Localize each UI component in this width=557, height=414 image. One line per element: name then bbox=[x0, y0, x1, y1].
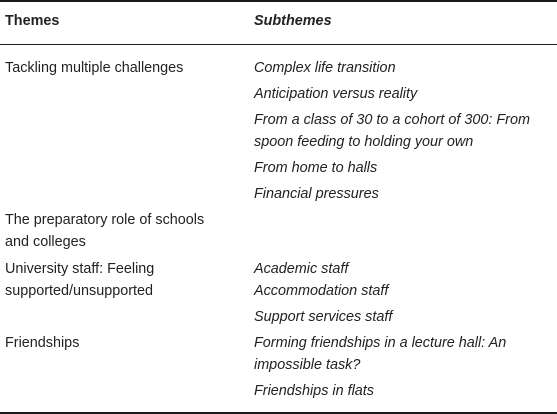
subtheme-text: Friendships in flats bbox=[254, 383, 374, 399]
subtheme-forming-friendships bbox=[254, 334, 554, 374]
subtheme-text: Financial pressures bbox=[254, 186, 379, 202]
subtheme-accommodation-staff bbox=[254, 282, 554, 300]
subtheme-text: Academic staff bbox=[254, 261, 349, 277]
theme-text: The preparatory role of schools bbox=[5, 212, 205, 228]
theme-text: University staff: Feeling bbox=[5, 261, 155, 277]
subtheme-class-to-cohort bbox=[254, 111, 554, 151]
table-top-rule bbox=[0, 0, 557, 2]
subtheme-text: Forming friendships in a lecture hall: An bbox=[254, 335, 507, 351]
theme-cell-preparatory-role bbox=[5, 211, 245, 251]
subtheme-text-continued: impossible task? bbox=[254, 357, 361, 373]
subtheme-text: Anticipation versus reality bbox=[254, 86, 418, 102]
theme-text-continued: supported/unsupported bbox=[5, 283, 154, 299]
theme-cell-university-staff bbox=[5, 260, 245, 300]
subtheme-academic-staff bbox=[254, 260, 554, 278]
subtheme-complex-life-transition bbox=[254, 59, 554, 77]
theme-text: Tackling multiple challenges bbox=[5, 60, 184, 76]
subtheme-friendships-in-flats bbox=[254, 382, 554, 400]
subtheme-anticipation-vs-reality bbox=[254, 85, 554, 103]
subthemes-column-header: Subthemes bbox=[254, 13, 332, 29]
subtheme-text: From home to halls bbox=[254, 160, 378, 176]
theme-cell-tackling-challenges bbox=[5, 59, 245, 77]
subtheme-text: Complex life transition bbox=[254, 60, 396, 76]
subtheme-text-continued: spoon feeding to holding your own bbox=[254, 134, 474, 150]
header-divider-rule bbox=[0, 44, 557, 45]
subtheme-text: Accommodation staff bbox=[254, 283, 389, 299]
subtheme-support-services-staff bbox=[254, 308, 554, 326]
subtheme-text: From a class of 30 to a cohort of 300: From bbox=[254, 112, 530, 128]
themes-column-header: Themes bbox=[5, 13, 60, 29]
subtheme-home-to-halls bbox=[254, 159, 554, 177]
theme-cell-friendships bbox=[5, 334, 245, 352]
theme-text: Friendships bbox=[5, 335, 80, 351]
theme-text-continued: and colleges bbox=[5, 234, 86, 250]
subtheme-financial-pressures bbox=[254, 185, 554, 203]
subtheme-text: Support services staff bbox=[254, 309, 393, 325]
